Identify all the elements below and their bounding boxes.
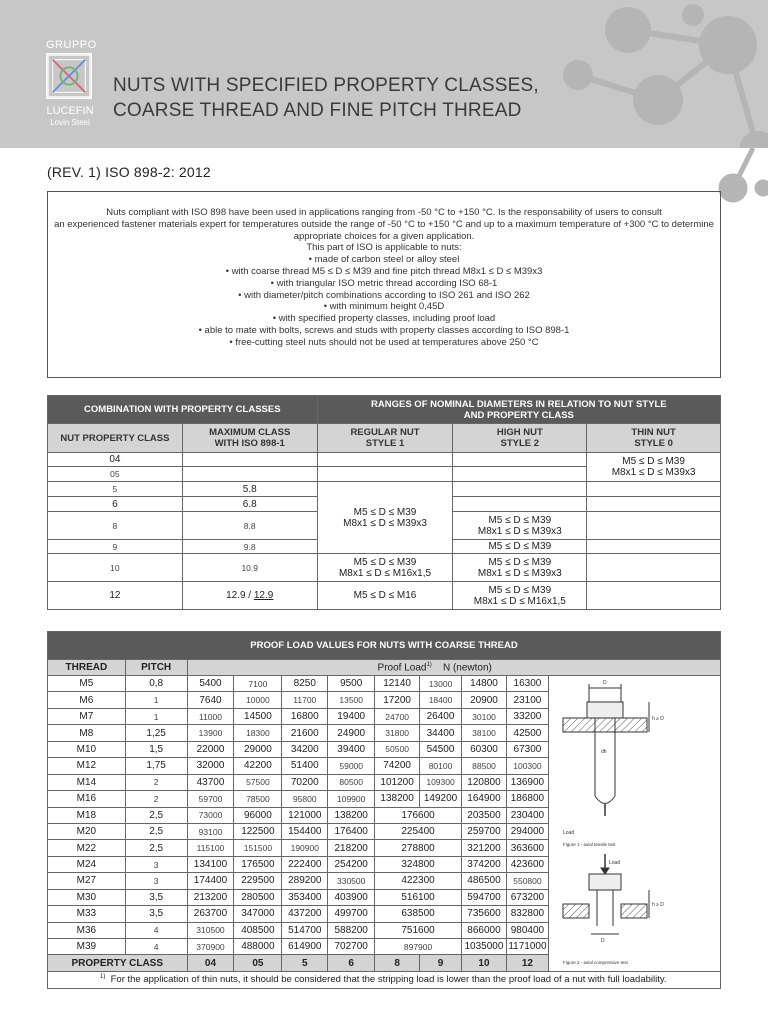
proof-load-cell: 324800 [375, 856, 462, 872]
proof-load-cell: 50500 [375, 741, 420, 757]
pitch-cell: 3,5 [125, 906, 187, 922]
col-maximum-class: MAXIMUM CLASS WITH ISO 898-1 [182, 424, 317, 453]
thread-cell: M39 [48, 939, 126, 955]
thread-cell: M7 [48, 708, 126, 724]
table-row: 9 9.8 M5 ≤ D ≤ M39 [48, 540, 721, 554]
thread-cell: M8 [48, 725, 126, 741]
proof-load-cell: 95800 [282, 791, 328, 807]
proof-load-cell: 164900 [462, 791, 507, 807]
proof-load-cell: 109900 [328, 791, 375, 807]
proof-load-cell: 832800 [506, 906, 548, 922]
ranges-header: RANGES OF NOMINAL DIAMETERS IN RELATION TO NUT STYLE AND PROPERTY CLASS [317, 396, 720, 424]
table-row: 5 5.8 M5 ≤ D ≤ M39 M8x1 ≤ D ≤ M39x3 [48, 482, 721, 497]
table-row: 12 12.9 / 12.9 M5 ≤ D ≤ M16 M5 ≤ D ≤ M39 M8x1 ≤ D ≤ M16x1,5 [48, 582, 721, 610]
thread-cell: M16 [48, 791, 126, 807]
proof-load-cell: 980400 [506, 922, 548, 938]
proof-load-cell: 14800 [462, 676, 507, 692]
pitch-cell: 3 [125, 856, 187, 872]
proof-load-cell: 101200 [375, 774, 420, 790]
intro-line: Nuts compliant with ISO 898 have been used in applications ranging from -50 °C to +150 °C. Is the responsability of users to consult [106, 207, 662, 218]
proof-load-cell: 190900 [282, 840, 328, 856]
proof-load-cell: 109300 [420, 774, 462, 790]
proof-load-cell: 289200 [282, 873, 328, 889]
proof-load-cell: 347000 [234, 906, 282, 922]
proof-load-cell: 29000 [234, 741, 282, 757]
proof-load-cell: 488000 [234, 939, 282, 955]
thread-cell: M27 [48, 873, 126, 889]
proof-load-cell: 499700 [328, 906, 375, 922]
combination-header: COMBINATION WITH PROPERTY CLASSES [48, 396, 318, 424]
proof-load-cell: 136900 [506, 774, 548, 790]
proof-load-cell: 74200 [375, 758, 420, 774]
proof-load-cell: 18300 [234, 725, 282, 741]
proof-load-cell: 19400 [328, 708, 375, 724]
proof-load-cell: 5400 [187, 676, 234, 692]
proof-load-cell: 34400 [420, 725, 462, 741]
table-row [48, 676, 721, 692]
proof-load-cell: 120800 [462, 774, 507, 790]
col-nut-property-class: NUT PROPERTY CLASS [48, 424, 183, 453]
proof-load-cell: 374200 [462, 856, 507, 872]
proof-load-cell: 149200 [420, 791, 462, 807]
proof-load-cell: 254200 [328, 856, 375, 872]
proof-load-cell: 7640 [187, 692, 234, 708]
proof-load-cell: 54500 [420, 741, 462, 757]
thread-cell: M10 [48, 741, 126, 757]
property-class-cell: 8 [375, 955, 420, 972]
proof-load-cell: 115100 [187, 840, 234, 856]
proof-load-cell: 18400 [420, 692, 462, 708]
thread-cell: M5 [48, 676, 126, 692]
pitch-cell: 1,75 [125, 758, 187, 774]
footnote: $^{1)}$ For the application of thin nuts, it should be considered that the stripping load is lower than the proof load of a nut with full loadability. [48, 972, 721, 989]
proof-load-cell: 330500 [328, 873, 375, 889]
proof-load-cell: 42500 [506, 725, 548, 741]
proof-load-cell: 57500 [234, 774, 282, 790]
proof-load-cell: 9500 [328, 676, 375, 692]
proof-load-cell: 614900 [282, 939, 328, 955]
proof-load-cell: 225400 [375, 823, 462, 839]
load-label: Load [563, 830, 575, 836]
intro-line: • with specified property classes, including proof load [272, 313, 496, 325]
property-class-label: PROPERTY CLASS [48, 955, 188, 972]
proof-load-cell: 594700 [462, 889, 507, 905]
proof-load-cell: 174400 [187, 873, 234, 889]
proof-load-cell: 23100 [506, 692, 548, 708]
proof-load-cell: 222400 [282, 856, 328, 872]
proof-load-cell: 122500 [234, 823, 282, 839]
revision-label: (REV. 1) ISO 898-2: 2012 [47, 164, 211, 180]
table-row: 8 8.8 M5 ≤ D ≤ M39 M8x1 ≤ D ≤ M39x3 [48, 512, 721, 540]
proof-load-cell: 88500 [462, 758, 507, 774]
brand-top-text: GRUPPO [46, 39, 97, 51]
intro-line: • made of carbon steel or alloy steel [308, 254, 460, 266]
proof-load-cell: 176500 [234, 856, 282, 872]
proof-load-cell: 176600 [375, 807, 462, 823]
table-row: 04 M5 ≤ D ≤ M39 M8x1 ≤ D ≤ M39x3 [48, 453, 721, 467]
property-class-cell: 04 [187, 955, 234, 972]
proof-load-cell: 31800 [375, 725, 420, 741]
property-class-cell: 6 [328, 955, 375, 972]
thin-nut-range: M5 ≤ D ≤ M39 M8x1 ≤ D ≤ M39x3 [587, 453, 721, 482]
pitch-cell: 3 [125, 873, 187, 889]
table-row: 6 6.8 [48, 497, 721, 512]
proof-load-cell: 550800 [506, 873, 548, 889]
proof-load-cell: 24900 [328, 725, 375, 741]
property-class-table [47, 395, 721, 610]
intro-line: This part of ISO is applicable to nuts: [306, 242, 462, 254]
proof-load-cell: 403900 [328, 889, 375, 905]
proof-load-cell: 866000 [462, 922, 507, 938]
dim-h-label-2: h ≥ D [652, 902, 665, 908]
proof-load-cell: 33200 [506, 708, 548, 724]
proof-load-cell: 514700 [282, 922, 328, 938]
proof-load-cell: 78500 [234, 791, 282, 807]
intro-box [47, 191, 721, 378]
proof-load-cell: 151500 [234, 840, 282, 856]
col-proof-load: Proof Load$^{1)}$ N (newton) [187, 660, 720, 676]
proof-load-cell: 176400 [328, 823, 375, 839]
proof-load-cell: 10000 [234, 692, 282, 708]
regular-nut-range: M5 ≤ D ≤ M39 M8x1 ≤ D ≤ M39x3 [317, 482, 453, 554]
proof-load-cell: 7100 [234, 676, 282, 692]
intro-line: an experienced fastener materials expert for temperatures outside the range of -50 °C to +150 °C and up to a maximum temperature of +300 °C to determine [54, 218, 714, 230]
proof-load-cell: 259700 [462, 823, 507, 839]
proof-load-cell: 437200 [282, 906, 328, 922]
pitch-cell: 2,5 [125, 807, 187, 823]
proof-load-cell: 294000 [506, 823, 548, 839]
proof-load-cell: 638500 [375, 906, 462, 922]
pitch-cell: 0,8 [125, 676, 187, 692]
footnote-row [48, 972, 721, 989]
property-class-cell: 12 [506, 955, 548, 972]
proof-load-cell: 310500 [187, 922, 234, 938]
dim-d-label-2: D [601, 938, 606, 944]
proof-load-cell: 34200 [282, 741, 328, 757]
proof-load-cell: 43700 [187, 774, 234, 790]
proof-load-cell: 353400 [282, 889, 328, 905]
proof-load-cell: 154400 [282, 823, 328, 839]
proof-load-cell: 363600 [506, 840, 548, 856]
proof-load-cell: 12140 [375, 676, 420, 692]
proof-load-cell: 80100 [420, 758, 462, 774]
col-regular-nut: REGULAR NUT STYLE 1 [317, 424, 453, 453]
proof-load-cell: 218200 [328, 840, 375, 856]
brand-bottom-text: LUCEFIN [46, 105, 94, 117]
thread-cell: M33 [48, 906, 126, 922]
company-logo [46, 39, 97, 127]
col-thin-nut: THIN NUT STYLE 0 [587, 424, 721, 453]
proof-load-cell: 11000 [187, 708, 234, 724]
dim-h-label: h ≥ D [652, 716, 665, 722]
proof-load-table [47, 631, 721, 989]
proof-load-cell: 70200 [282, 774, 328, 790]
pitch-cell: 4 [125, 939, 187, 955]
proof-load-cell: 422300 [375, 873, 462, 889]
proof-load-cell: 42200 [234, 758, 282, 774]
intro-line: appropriate choices for a given application. [293, 230, 475, 242]
brand-sub-text: Lovin Steel [50, 118, 90, 127]
proof-load-cell: 11700 [282, 692, 328, 708]
proof-load-cell: 30100 [462, 708, 507, 724]
title-line-2: COARSE THREAD AND FINE PITCH THREAD [113, 100, 522, 121]
thread-cell: M12 [48, 758, 126, 774]
intro-line: • free-cutting steel nuts should not be used at temperatures above 250 °C [229, 336, 539, 348]
proof-load-cell: 1035000 [462, 939, 507, 955]
logo-emblem-icon [46, 53, 92, 99]
proof-load-cell: 229500 [234, 873, 282, 889]
thread-cell: M24 [48, 856, 126, 872]
proof-load-cell: 20900 [462, 692, 507, 708]
proof-load-cell: 100300 [506, 758, 548, 774]
axial-test-diagram [549, 676, 719, 968]
proof-load-cell: 13000 [420, 676, 462, 692]
test-figures [548, 676, 720, 972]
proof-load-cell: 735600 [462, 906, 507, 922]
pitch-cell: 2 [125, 774, 187, 790]
figure-1-caption: Figure 1 - axial tensile test [563, 842, 616, 847]
intro-line: • able to mate with bolts, screws and studs with property classes according to ISO 898-1 [198, 324, 570, 336]
proof-load-cell: 17200 [375, 692, 420, 708]
property-class-cell: 05 [234, 955, 282, 972]
proof-load-cell: 8250 [282, 676, 328, 692]
proof-load-cell: 38100 [462, 725, 507, 741]
intro-line: • with minimum height 0,45D [323, 301, 445, 313]
pitch-cell: 2 [125, 791, 187, 807]
proof-load-cell: 134100 [187, 856, 234, 872]
proof-load-cell: 138200 [328, 807, 375, 823]
thread-cell: M36 [48, 922, 126, 938]
pitch-cell: 3,5 [125, 889, 187, 905]
pitch-cell: 1 [125, 692, 187, 708]
proof-load-cell: 370900 [187, 939, 234, 955]
proof-load-cell: 59000 [328, 758, 375, 774]
figure-2-caption: Figure 2 - axial compressive test [563, 960, 629, 965]
thread-cell: M6 [48, 692, 126, 708]
pitch-cell: 1,25 [125, 725, 187, 741]
proof-load-cell: 24700 [375, 708, 420, 724]
intro-line: • with triangular ISO metric thread according ISO 68-1 [270, 277, 498, 289]
proof-load-cell: 60300 [462, 741, 507, 757]
proof-load-title: PROOF LOAD VALUES FOR NUTS WITH COARSE THREAD [48, 632, 721, 660]
proof-load-cell: 13900 [187, 725, 234, 741]
proof-load-cell: 80500 [328, 774, 375, 790]
title-line-1: NUTS WITH SPECIFIED PROPERTY CLASSES, [113, 75, 539, 96]
proof-load-cell: 897900 [375, 939, 462, 955]
pitch-cell: 1 [125, 708, 187, 724]
dim-d-label: D [603, 680, 608, 686]
proof-load-cell: 96000 [234, 807, 282, 823]
intro-line: • with diameter/pitch combinations according to ISO 261 and ISO 262 [238, 289, 530, 301]
high-nut-range: M5 ≤ D ≤ M39 M8x1 ≤ D ≤ M39x3 [453, 512, 587, 540]
pitch-cell: 4 [125, 922, 187, 938]
proof-load-cell: 121000 [282, 807, 328, 823]
proof-load-cell: 138200 [375, 791, 420, 807]
proof-load-cell: 93100 [187, 823, 234, 839]
dim-dh-label: dh [601, 749, 608, 755]
page-title [113, 73, 539, 123]
proof-load-cell: 263700 [187, 906, 234, 922]
proof-load-cell: 13500 [328, 692, 375, 708]
header-band [0, 0, 768, 148]
proof-load-cell: 1171000 [506, 939, 548, 955]
proof-load-cell: 321200 [462, 840, 507, 856]
property-class-cell: 9 [420, 955, 462, 972]
load-label-2: Load [609, 860, 621, 866]
proof-load-cell: 14500 [234, 708, 282, 724]
proof-load-cell: 278800 [375, 840, 462, 856]
proof-load-cell: 230400 [506, 807, 548, 823]
property-class-cell: 10 [462, 955, 507, 972]
thread-cell: M14 [48, 774, 126, 790]
proof-load-cell: 39400 [328, 741, 375, 757]
col-thread: THREAD [48, 660, 126, 676]
proof-load-cell: 67300 [506, 741, 548, 757]
proof-load-cell: 59700 [187, 791, 234, 807]
proof-load-cell: 203500 [462, 807, 507, 823]
proof-load-cell: 702700 [328, 939, 375, 955]
proof-load-cell: 16300 [506, 676, 548, 692]
intro-line: • with coarse thread M5 ≤ D ≤ M39 and fine pitch thread M8x1 ≤ D ≤ M39x3 [225, 265, 543, 277]
property-class-cell: 5 [282, 955, 328, 972]
pitch-cell: 1,5 [125, 741, 187, 757]
proof-load-cell: 26400 [420, 708, 462, 724]
thread-cell: M30 [48, 889, 126, 905]
proof-load-cell: 32000 [187, 758, 234, 774]
proof-load-cell: 408500 [234, 922, 282, 938]
thread-cell: M22 [48, 840, 126, 856]
proof-load-cell: 423600 [506, 856, 548, 872]
proof-load-cell: 213200 [187, 889, 234, 905]
proof-load-cell: 516100 [375, 889, 462, 905]
table-row: 05 [48, 467, 721, 482]
col-high-nut: HIGH NUT STYLE 2 [453, 424, 587, 453]
proof-load-cell: 588200 [328, 922, 375, 938]
proof-load-cell: 673200 [506, 889, 548, 905]
proof-load-cell: 486500 [462, 873, 507, 889]
proof-load-cell: 51400 [282, 758, 328, 774]
table-row: 10 10.9 M5 ≤ D ≤ M39 M8x1 ≤ D ≤ M16x1,5 M5 ≤ D ≤ M39 M8x1 ≤ D ≤ M39x3 [48, 554, 721, 582]
proof-load-cell: 186800 [506, 791, 548, 807]
proof-load-cell: 22000 [187, 741, 234, 757]
thread-cell: M18 [48, 807, 126, 823]
proof-load-cell: 751600 [375, 922, 462, 938]
proof-load-cell: 21600 [282, 725, 328, 741]
proof-load-cell: 280500 [234, 889, 282, 905]
col-pitch: PITCH [125, 660, 187, 676]
pitch-cell: 2,5 [125, 840, 187, 856]
proof-load-cell: 16800 [282, 708, 328, 724]
pitch-cell: 2,5 [125, 823, 187, 839]
proof-load-cell: 73000 [187, 807, 234, 823]
thread-cell: M20 [48, 823, 126, 839]
